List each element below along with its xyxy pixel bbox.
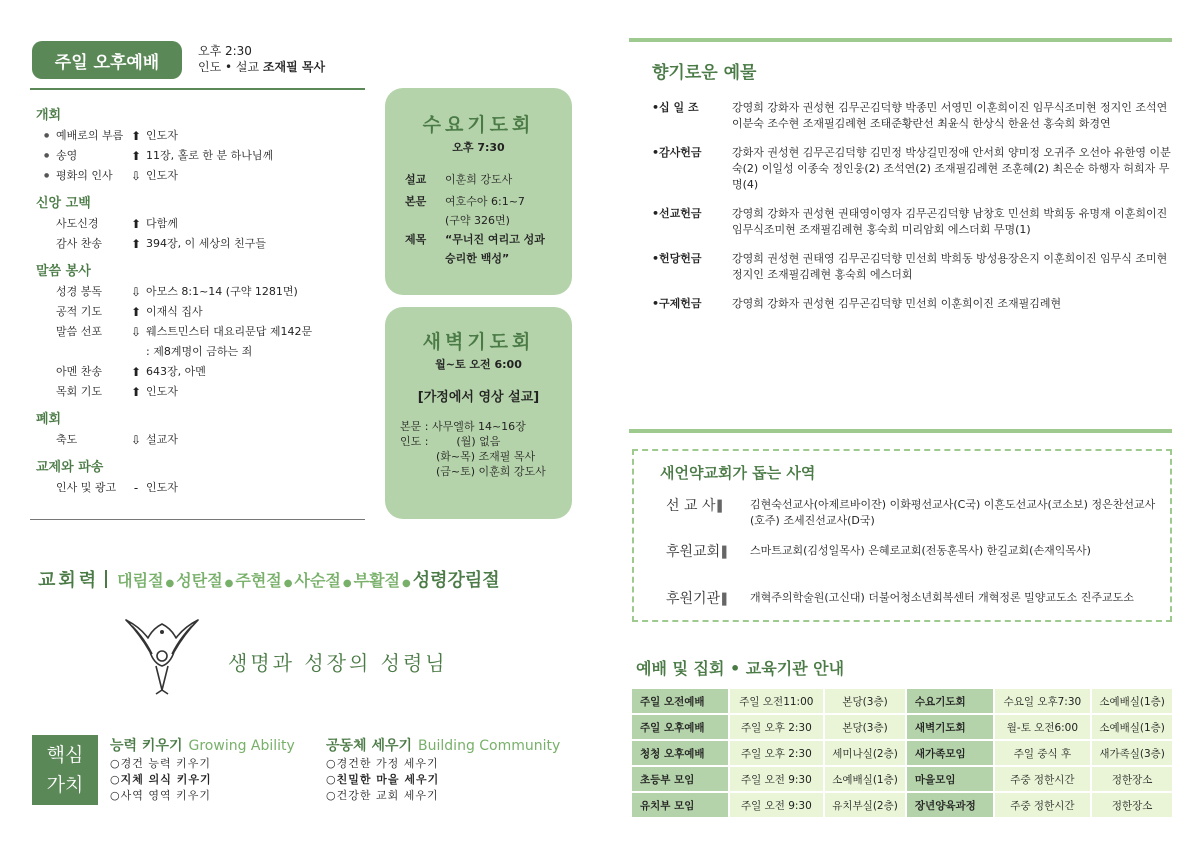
order-item-text: 다함께	[146, 217, 178, 230]
leader-prefix: 인도 • 설교	[198, 60, 260, 74]
calendar-seasons	[117, 570, 500, 591]
order-section-heading: 교제와 파송	[36, 460, 104, 475]
order-item-label: 아멘 찬송	[56, 365, 103, 378]
order-item-label: 말씀 선포	[56, 325, 103, 338]
core-heading-en: Growing Ability	[188, 738, 295, 754]
wednesday-value: 이훈희 강도사	[445, 173, 513, 186]
schedule-cell: 주일 오전 9:30	[730, 793, 824, 817]
offering-type: •구제헌금	[652, 297, 702, 310]
leader-name: 조재필 목사	[262, 60, 326, 74]
stand-arrow-icon: ⬆	[130, 217, 142, 231]
dawn-time: 월~토 오전 6:00	[435, 358, 522, 371]
order-item-label: ● 평화의 인사	[36, 166, 126, 186]
ministry-title: 새언약교회가 돕는 사역	[660, 464, 816, 482]
offering-names: 강영희 강화자 권성현 권태영이영자 김무곤김덕향 남창호 민선희 박희동 유명재 이훈희이진 임무식조미현 조재필김례현 홍숙희 미리암회 에스더회 무명(1)	[732, 207, 1168, 236]
calendar-season: 사순절	[294, 571, 341, 590]
schedule-meeting-name: 새가족모임	[907, 741, 993, 765]
schedule-row	[632, 767, 1172, 791]
order-section-heading: 신앙 고백	[36, 196, 91, 211]
schedule-cell: 본당(3층)	[825, 715, 905, 739]
wednesday-time: 오후 7:30	[452, 141, 505, 154]
wednesday-key: 본문	[405, 195, 427, 208]
order-item-label: 감사 찬송	[56, 237, 103, 250]
schedule-cell: 주일 오전 9:30	[730, 767, 824, 791]
wednesday-row	[405, 229, 572, 251]
offering-row	[652, 206, 1172, 238]
service-time: 오후 2:30	[198, 44, 252, 58]
order-item	[36, 166, 366, 186]
wednesday-details	[405, 169, 572, 267]
order-item	[36, 362, 366, 382]
core-heading: 능력 키우기	[110, 738, 183, 754]
schedule-cell: 주일 오전11:00	[730, 689, 824, 713]
schedule-cell: 정한장소	[1092, 767, 1172, 791]
stand-arrow-icon: ⬆	[130, 129, 142, 143]
offering-type: •십 일 조	[652, 101, 699, 114]
season-dot: ●	[342, 578, 352, 589]
offerings-title: 향기로운 예물	[652, 63, 757, 83]
wednesday-row	[405, 213, 572, 229]
dove-icon	[120, 612, 204, 702]
sit-arrow-icon: ⇩	[130, 285, 142, 299]
order-section-heading: 말씀 봉사	[36, 264, 91, 279]
dawn-prayer-box	[385, 307, 572, 519]
order-item	[36, 478, 366, 498]
calendar-season: 대림절	[117, 571, 164, 590]
schedule-cell: 본당(3층)	[825, 689, 905, 713]
order-item-text: 웨스트민스터 대요리문답 제142문	[146, 325, 313, 338]
wednesday-prayer-box	[385, 88, 572, 295]
schedule-cell: 소예배실(1층)	[825, 767, 905, 791]
dawn-line: (금~토) 이훈희 강도사	[436, 465, 546, 478]
wednesday-value: 승리한 백성”	[445, 252, 510, 265]
schedule-meeting-name: 초등부 모임	[632, 767, 728, 791]
divider	[30, 519, 365, 520]
schedule-cell: 주중 정한시간	[995, 767, 1091, 791]
schedule-row	[632, 741, 1172, 765]
dawn-line: 본문 : 사무엘하 14~16장	[400, 420, 526, 433]
order-item-label: 축도	[56, 433, 78, 446]
dawn-note: [가정에서 영상 설교]	[417, 390, 540, 405]
order-item-text: 643장, 아멘	[146, 365, 206, 378]
ministry-row: 후원교회 ▌ 스마트교회(김성일목사) 은혜로교회(전동훈목사) 한길교회(손재익목사)	[666, 543, 1160, 562]
core-heading-en: Building Community	[418, 738, 561, 754]
wednesday-value: (구약 326면)	[445, 214, 510, 227]
schedule-row	[632, 689, 1172, 713]
order-item-text: 인도자	[146, 385, 178, 398]
sit-arrow-icon: ⇩	[130, 433, 142, 447]
schedule-cell: 수요일 오후7:30	[995, 689, 1091, 713]
schedule-meeting-name: 주일 오전예배	[632, 689, 728, 713]
season-dot: ●	[224, 578, 234, 589]
schedule-cell: 주일 중식 후	[995, 741, 1091, 765]
schedule-meeting-name: 장년양육과정	[907, 793, 993, 817]
schedule-cell: 주일 오후 2:30	[730, 715, 824, 739]
calendar-separator	[105, 570, 107, 588]
schedule-cell: 소예배실(1층)	[1092, 689, 1172, 713]
ministry-value: 개혁주의학술원(고신대) 더불어청소년회복센터 개혁정론 밀양교도소 진주교도소	[750, 591, 1134, 604]
order-item-label: 목회 기도	[56, 385, 103, 398]
ministry-value: 스마트교회(김성일목사) 은혜로교회(전동훈목사) 한길교회(손재익목사)	[750, 544, 1091, 557]
offering-names: 강영희 강화자 권성현 김무곤김덕향 박종민 서영민 이훈희이진 임무식조미현 정지인 조석연이분숙 조수현 조재필김례현 조태준황란선 최윤식 한상식 한윤선 홍숙희 화경연	[732, 101, 1168, 130]
stand-arrow-icon: ⬆	[130, 305, 142, 319]
offering-names: 강영희 권성현 권태영 김무곤김덕향 민선희 박희동 방성용장은지 이훈희이진 임무식 조미현 정지인 조재필김례현 홍숙희 에스더회	[732, 252, 1168, 281]
order-item-text: : 제8계명이 금하는 죄	[146, 345, 253, 358]
calendar-season: 주현절	[235, 571, 282, 590]
season-dot: ●	[165, 578, 175, 589]
wednesday-value: 여호수아 6:1~7	[445, 195, 525, 208]
wednesday-key: 제목	[405, 233, 427, 246]
dash-mark: -	[133, 481, 139, 495]
schedule-cell: 월-토 오전6:00	[995, 715, 1091, 739]
core-item: ○지체 의식 키우기	[110, 773, 212, 786]
core-item: ○경건 능력 키우기	[110, 757, 211, 770]
dash-mark	[126, 342, 146, 362]
core-values-community	[326, 738, 560, 804]
order-item-label: 공적 기도	[56, 305, 103, 318]
wednesday-title: 수요기도회	[422, 114, 535, 136]
schedule-cell: 세미나실(2층)	[825, 741, 905, 765]
calendar-current-season: 성령강림절	[412, 570, 500, 591]
sit-arrow-icon: ⇩	[130, 325, 142, 339]
order-item-text: 설교자	[146, 433, 178, 446]
offering-row	[652, 251, 1172, 283]
schedule-meeting-name: 청청 오후예배	[632, 741, 728, 765]
stand-arrow-icon: ⬆	[130, 385, 142, 399]
wednesday-value: “무너진 여리고 성과	[445, 233, 545, 246]
order-section-heading: 폐회	[36, 412, 62, 427]
order-section-heading: 개회	[36, 108, 62, 123]
schedule-meeting-name: 새벽기도회	[907, 715, 993, 739]
schedule-meeting-name: 수요기도회	[907, 689, 993, 713]
order-item-label: 성경 봉독	[56, 285, 103, 298]
core-item: ○건강한 교회 세우기	[326, 789, 439, 802]
schedule-cell: 주일 오후 2:30	[730, 741, 824, 765]
order-item-text: 인도자	[146, 169, 178, 182]
season-dot: ●	[283, 578, 293, 589]
core-box-line: 가치	[46, 774, 84, 796]
wednesday-row	[405, 251, 572, 267]
core-item: ○사역 영역 키우기	[110, 789, 211, 802]
ministry-key: 후원교회	[666, 544, 721, 560]
order-item	[36, 430, 366, 450]
schedule-cell: 주중 정한시간	[995, 793, 1091, 817]
order-item	[36, 126, 366, 146]
dawn-line: (화~목) 조재필 목사	[436, 450, 536, 463]
dawn-line: 인도 : (월) 없음	[400, 435, 501, 448]
schedule-row	[632, 715, 1172, 739]
schedule-meeting-name: 주일 오후예배	[632, 715, 728, 739]
order-item	[36, 382, 366, 402]
order-item-label: ● 송영	[36, 146, 126, 166]
stand-arrow-icon: ⬆	[130, 365, 142, 379]
offering-names: 강영희 강화자 권성현 김무곤김덕향 민선희 이훈희이진 조재필김례현	[732, 297, 1062, 310]
service-header-info	[198, 43, 325, 75]
schedule-meeting-name: 유치부 모임	[632, 793, 728, 817]
offering-row	[652, 100, 1172, 132]
order-item	[36, 234, 366, 254]
offering-row	[652, 296, 1172, 312]
order-item-label: ● 예배로의 부름	[36, 126, 126, 146]
ministry-box-top	[632, 449, 1172, 451]
schedule-cell: 정한장소	[1092, 793, 1172, 817]
offering-row	[652, 145, 1172, 193]
calendar-season: 성탄절	[176, 571, 223, 590]
wednesday-key	[405, 213, 445, 229]
ministry-key: 선 교 사	[666, 498, 716, 514]
divider-bar	[629, 38, 1172, 42]
divider-bar	[629, 429, 1172, 433]
dawn-title: 새벽기도회	[422, 331, 535, 353]
wednesday-row	[405, 191, 572, 213]
wednesday-row	[405, 169, 572, 191]
core-values-growing	[110, 738, 295, 804]
schedule-row	[632, 793, 1172, 817]
order-item-text: 인도자	[146, 129, 178, 142]
ministry-key: 후원기관	[666, 591, 721, 607]
core-heading: 공동체 세우기	[326, 738, 413, 754]
wednesday-key	[405, 251, 445, 267]
ministry-row: 후원기관 ▌ 개혁주의학술원(고신대) 더불어청소년회복센터 개혁정론 밀양교도소 진주교도소	[666, 590, 1160, 609]
offering-type: •감사헌금	[652, 146, 702, 159]
order-item-text: 394장, 이 세상의 친구들	[146, 237, 266, 250]
calendar-label: 교회력	[38, 570, 100, 591]
order-of-worship	[36, 106, 366, 506]
ministry-row: 선 교 사 ▌ 김현숙선교사(아제르바이잔) 이화평선교사(C국) 이흔도선교사(코소보) 정은찬선교사(호주) 조세진선교사(D국)	[666, 497, 1160, 529]
schedule-table	[630, 687, 1174, 819]
order-item-text: 이재식 집사	[146, 305, 203, 318]
core-item: ○경건한 가정 세우기	[326, 757, 439, 770]
sit-arrow-icon: ⇩	[130, 169, 142, 183]
stand-arrow-icon: ⬆	[130, 237, 142, 251]
stand-arrow-icon: ⬆	[130, 149, 142, 163]
offering-type: •헌당헌금	[652, 252, 702, 265]
order-item-label	[36, 342, 126, 362]
order-item	[36, 214, 366, 234]
schedule-cell: 새가족실(3층)	[1092, 741, 1172, 765]
offering-type: •선교헌금	[652, 207, 702, 220]
service-title-pill: 주일 오후예배	[32, 41, 182, 79]
order-item	[36, 342, 366, 362]
offering-names: 강화자 권성현 김무곤김덕향 김민정 박상길민정애 안서희 양미정 오귀주 오선아 유한영 이분숙(2) 이일성 이종숙 정인웅(2) 조석연(2) 조재필김례현 조훈혜(2) 최은순 하행자 허희자 무명(4)	[732, 146, 1171, 191]
season-dot: ●	[401, 578, 411, 589]
core-box-line: 핵심	[46, 744, 84, 766]
order-item-label: 사도신경	[56, 217, 99, 230]
core-values-label	[32, 735, 98, 805]
schedule-cell: 소예배실(1층)	[1092, 715, 1172, 739]
order-item	[36, 146, 366, 166]
schedule-meeting-name: 마을모임	[907, 767, 993, 791]
order-item-text: 인도자	[146, 481, 178, 494]
offerings-list	[652, 100, 1172, 325]
schedule-title: 예배 및 집회 • 교육기관 안내	[636, 659, 845, 678]
order-item	[36, 322, 366, 342]
order-item-text: 11장, 홀로 한 분 하나님께	[146, 149, 274, 162]
ministry-value: 김현숙선교사(아제르바이잔) 이화평선교사(C국) 이흔도선교사(코소보) 정은찬선교사(호주) 조세진선교사(D국)	[750, 498, 1156, 527]
order-item	[36, 302, 366, 322]
core-item: ○친밀한 마을 세우기	[326, 773, 440, 786]
season-motto: 생명과 성장의 성령님	[228, 651, 448, 675]
divider	[30, 88, 365, 90]
order-item-label: 인사 및 광고	[56, 481, 117, 494]
schedule-cell: 유치부실(2층)	[825, 793, 905, 817]
dawn-details	[400, 419, 572, 479]
calendar-season: 부활절	[353, 571, 400, 590]
wednesday-key: 설교	[405, 173, 427, 186]
order-item-text: 아모스 8:1~14 (구약 1281면)	[146, 285, 298, 298]
order-item	[36, 282, 366, 302]
church-calendar	[38, 566, 500, 592]
